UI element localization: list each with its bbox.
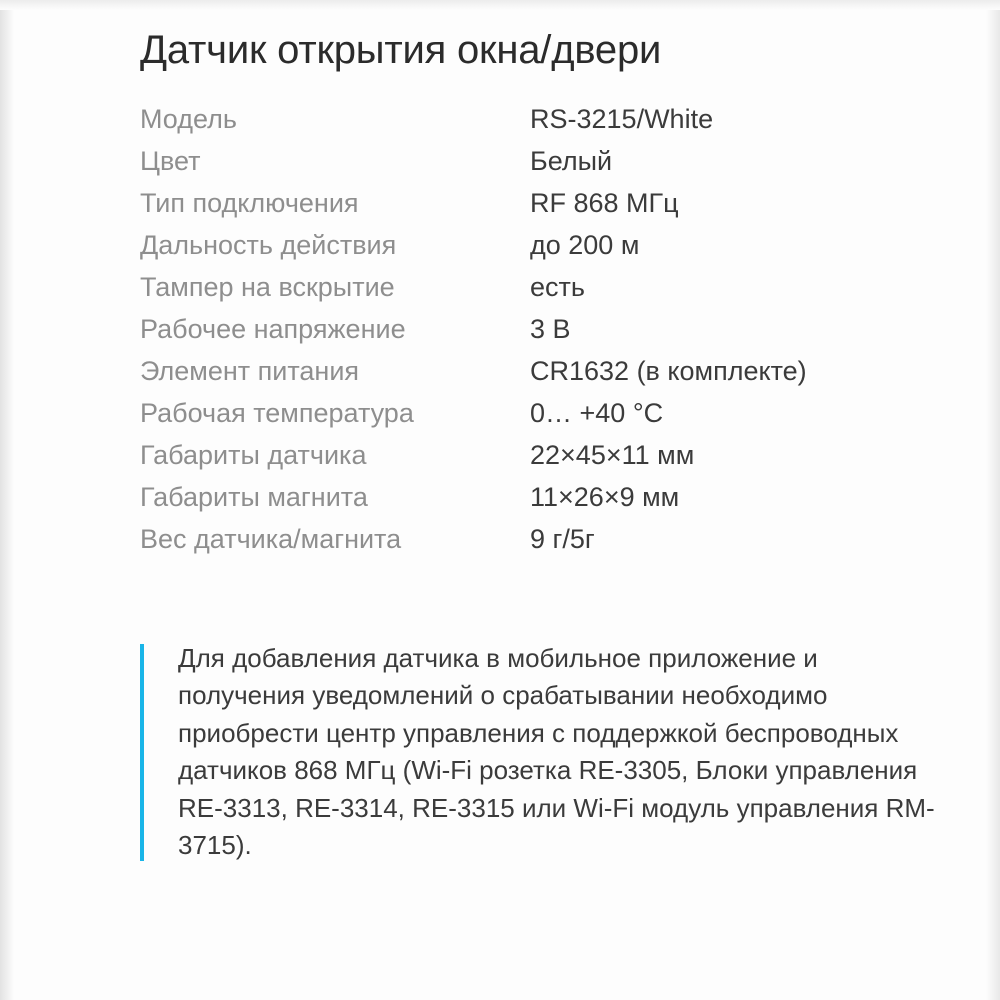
table-row [140,274,940,316]
table-row [140,484,940,526]
table-row [140,526,940,568]
spec-label: Цвет [140,146,201,176]
specifications-table-body [140,106,940,568]
spec-value: CR1632 (в комплекте) [530,356,807,386]
table-row [140,358,940,400]
spec-label: Тампер на вскрытие [140,272,395,302]
spec-label: Рабочее напряжение [140,314,406,344]
spec-value: 9 г/5г [530,524,595,554]
spec-value: RF 868 МГц [530,188,679,218]
note-accent-bar [140,644,144,861]
table-row [140,400,940,442]
table-row [140,316,940,358]
table-row [140,148,940,190]
spec-label: Тип подключения [140,188,359,218]
spec-label: Модель [140,104,237,134]
spec-value: есть [530,272,585,302]
spec-value: 11×26×9 мм [530,482,680,512]
spec-label: Дальность действия [140,230,397,260]
page-edge-top-shade [0,0,1000,10]
spec-value: до 200 м [530,230,640,260]
spec-label: Рабочая температура [140,398,414,428]
specifications-table [140,106,940,568]
table-row [140,442,940,484]
note-callout [140,640,938,865]
note-text: Для добавления датчика в мобильное приложение и получения уведомлений о срабатывании необходимо приобрести центр управления с поддержкой беспроводных датчиков 868 МГц (Wi-Fi розетка RE-3305, Блоки управления RE-3313, RE-3314, RE-3315 или Wi-Fi модуль управления RM-3715). [178,643,935,861]
table-row [140,232,940,274]
spec-label: Габариты датчика [140,440,367,470]
spec-value: 3 В [530,314,571,344]
page-edge-left-shade [0,0,14,1000]
table-row [140,190,940,232]
spec-label: Габариты магнита [140,482,368,512]
table-row [140,106,940,148]
page-title: Датчик открытия окна/двери [140,28,662,72]
spec-value: Белый [530,146,613,176]
spec-value: 0… +40 °C [530,398,664,428]
spec-label: Элемент питания [140,356,360,386]
spec-value: 22×45×11 мм [530,440,695,470]
spec-value: RS-3215/White [530,104,714,134]
spec-label: Вес датчика/магнита [140,524,402,554]
page-edge-right-shade [986,0,1000,1000]
